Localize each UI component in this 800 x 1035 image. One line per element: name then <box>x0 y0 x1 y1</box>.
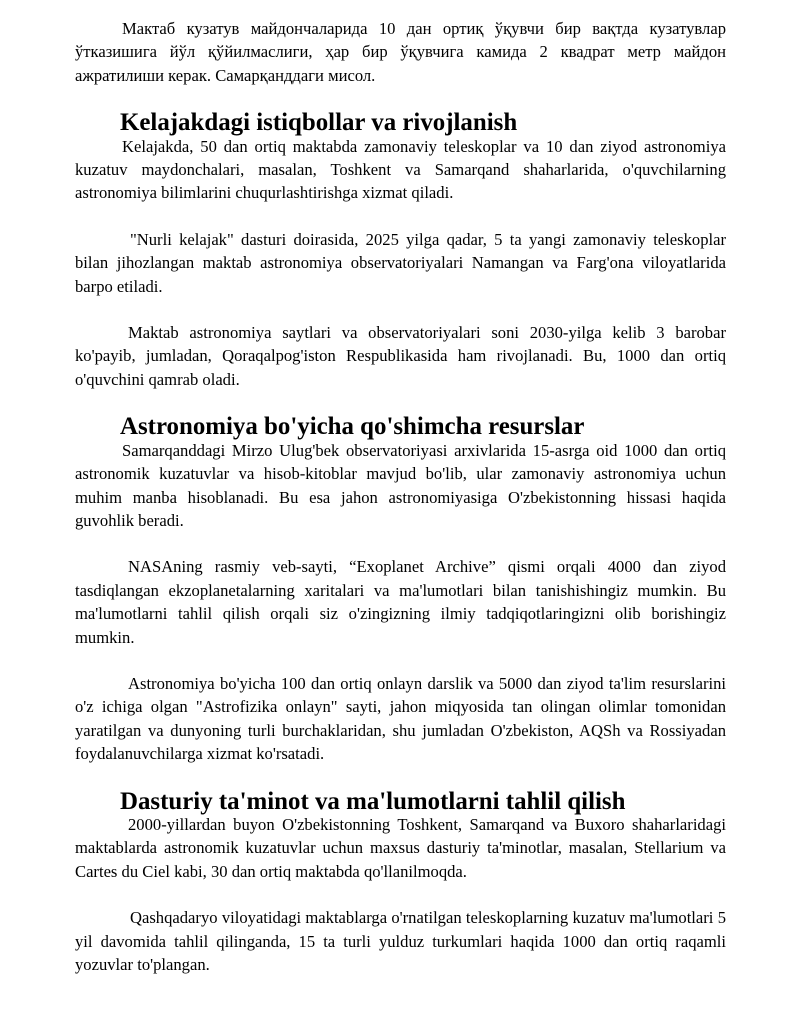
paragraph: 2000-yillardan buyon O'zbekistonning Toshkent, Samarqand va Buxoro shaharlaridagi maktablarda astronomik kuzatuvlar uchun maxsus dasturiy ta'minotlar, masalan, Stellarium va Cartes du Ciel kabi, 30 dan ortiq maktabda qo'llanilmoqda. <box>75 814 726 881</box>
section-heading: Kelajakdagi istiqbollar va rivojlanish <box>120 109 518 137</box>
section-heading: Dasturiy ta'minot va ma'lumotlarni tahlil qilish <box>120 787 626 815</box>
paragraph: Qashqadaryo viloyatidagi maktablarga o'rnatilgan teleskoplarning kuzatuv ma'lumotlari 5 yil davomida tahlil qilinganda, 15 ta turli yulduz turkumlari haqida 1000 dan ortiq raqamli yozuvlar to'plangan. <box>75 908 726 974</box>
paragraph: Astronomiya bo'yicha 100 dan ortiq onlayn darslik va 5000 dan ziyod ta'lim resurslarini o'z ichiga olgan "Astrofizika onlayn" sayti, jahon miqyosida tan olingan olimlar tomonidan yaratilgan va dunyoning turli burchaklaridan, shu jumladan O'zbekiston, AQSh va Rossiyadan foydalanuvchilarga xizmat ko'rsatadi. <box>75 673 726 764</box>
document-page <box>75 17 726 976</box>
paragraph: Samarqanddagi Mirzo Ulug'bek observatoriyasi arxivlarida 15-asrga oid 1000 dan ortiq astronomik kuzatuvlar va hisob-kitoblar mavjud bo'lib, ular zamonaviy astronomiya uchun muhim manba hisoblanadi. Bu esa jahon astronomiyasiga O'zbekistonning hissasi haqida guvohlik beradi. <box>75 440 726 530</box>
paragraph: Maktab astronomiya saytlari va observatoriyalari soni 2030-yilga kelib 3 barobar ko'payib, jumladan, Qoraqalpog'iston Respublikasida ham rivojlanadi. Bu, 1000 dan ortiq o'quvchini qamrab oladi. <box>75 323 726 389</box>
section-heading: Astronomiya bo'yicha qo'shimcha resurslar <box>120 413 585 441</box>
paragraph: Мактаб кузатув майдончаларида 10 дан ортиқ ўқувчи бир вақтда кузатувлар ўтказишига йўл қўйилмаслиги, ҳар бир ўқувчига камида 2 квадрат метр майдон ажратилиши керак. Самарқанддаги мисол. <box>75 19 726 85</box>
paragraph: NASAning rasmiy veb-sayti, “Exoplanet Archive” qismi orqali 4000 dan ziyod tasdiqlangan ekzoplanetalarning xaritalari va ma'lumotlari bilan tanishishingiz mumkin. Bu ma'lumotlarni tahlil qilish orqali siz o'zingizning ilmiy tadqiqotlaringizni olib borishingiz mumkin. <box>75 557 726 647</box>
paragraph: Kelajakda, 50 dan ortiq maktabda zamonaviy teleskoplar va 10 dan ziyod astronomiya kuzatuv maydonchalari, masalan, Toshkent va Samarqand shaharlarida, o'quvchilarning astronomiya bilimlarini chuqurlashtirishga xizmat qiladi. <box>75 136 726 203</box>
paragraph: "Nurli kelajak" dasturi doirasida, 2025 yilga qadar, 5 ta yangi zamonaviy teleskoplar bilan jihozlangan maktab astronomiya observatoriyalari Namangan va Farg'ona viloyatlarida barpo etiladi. <box>75 229 726 296</box>
